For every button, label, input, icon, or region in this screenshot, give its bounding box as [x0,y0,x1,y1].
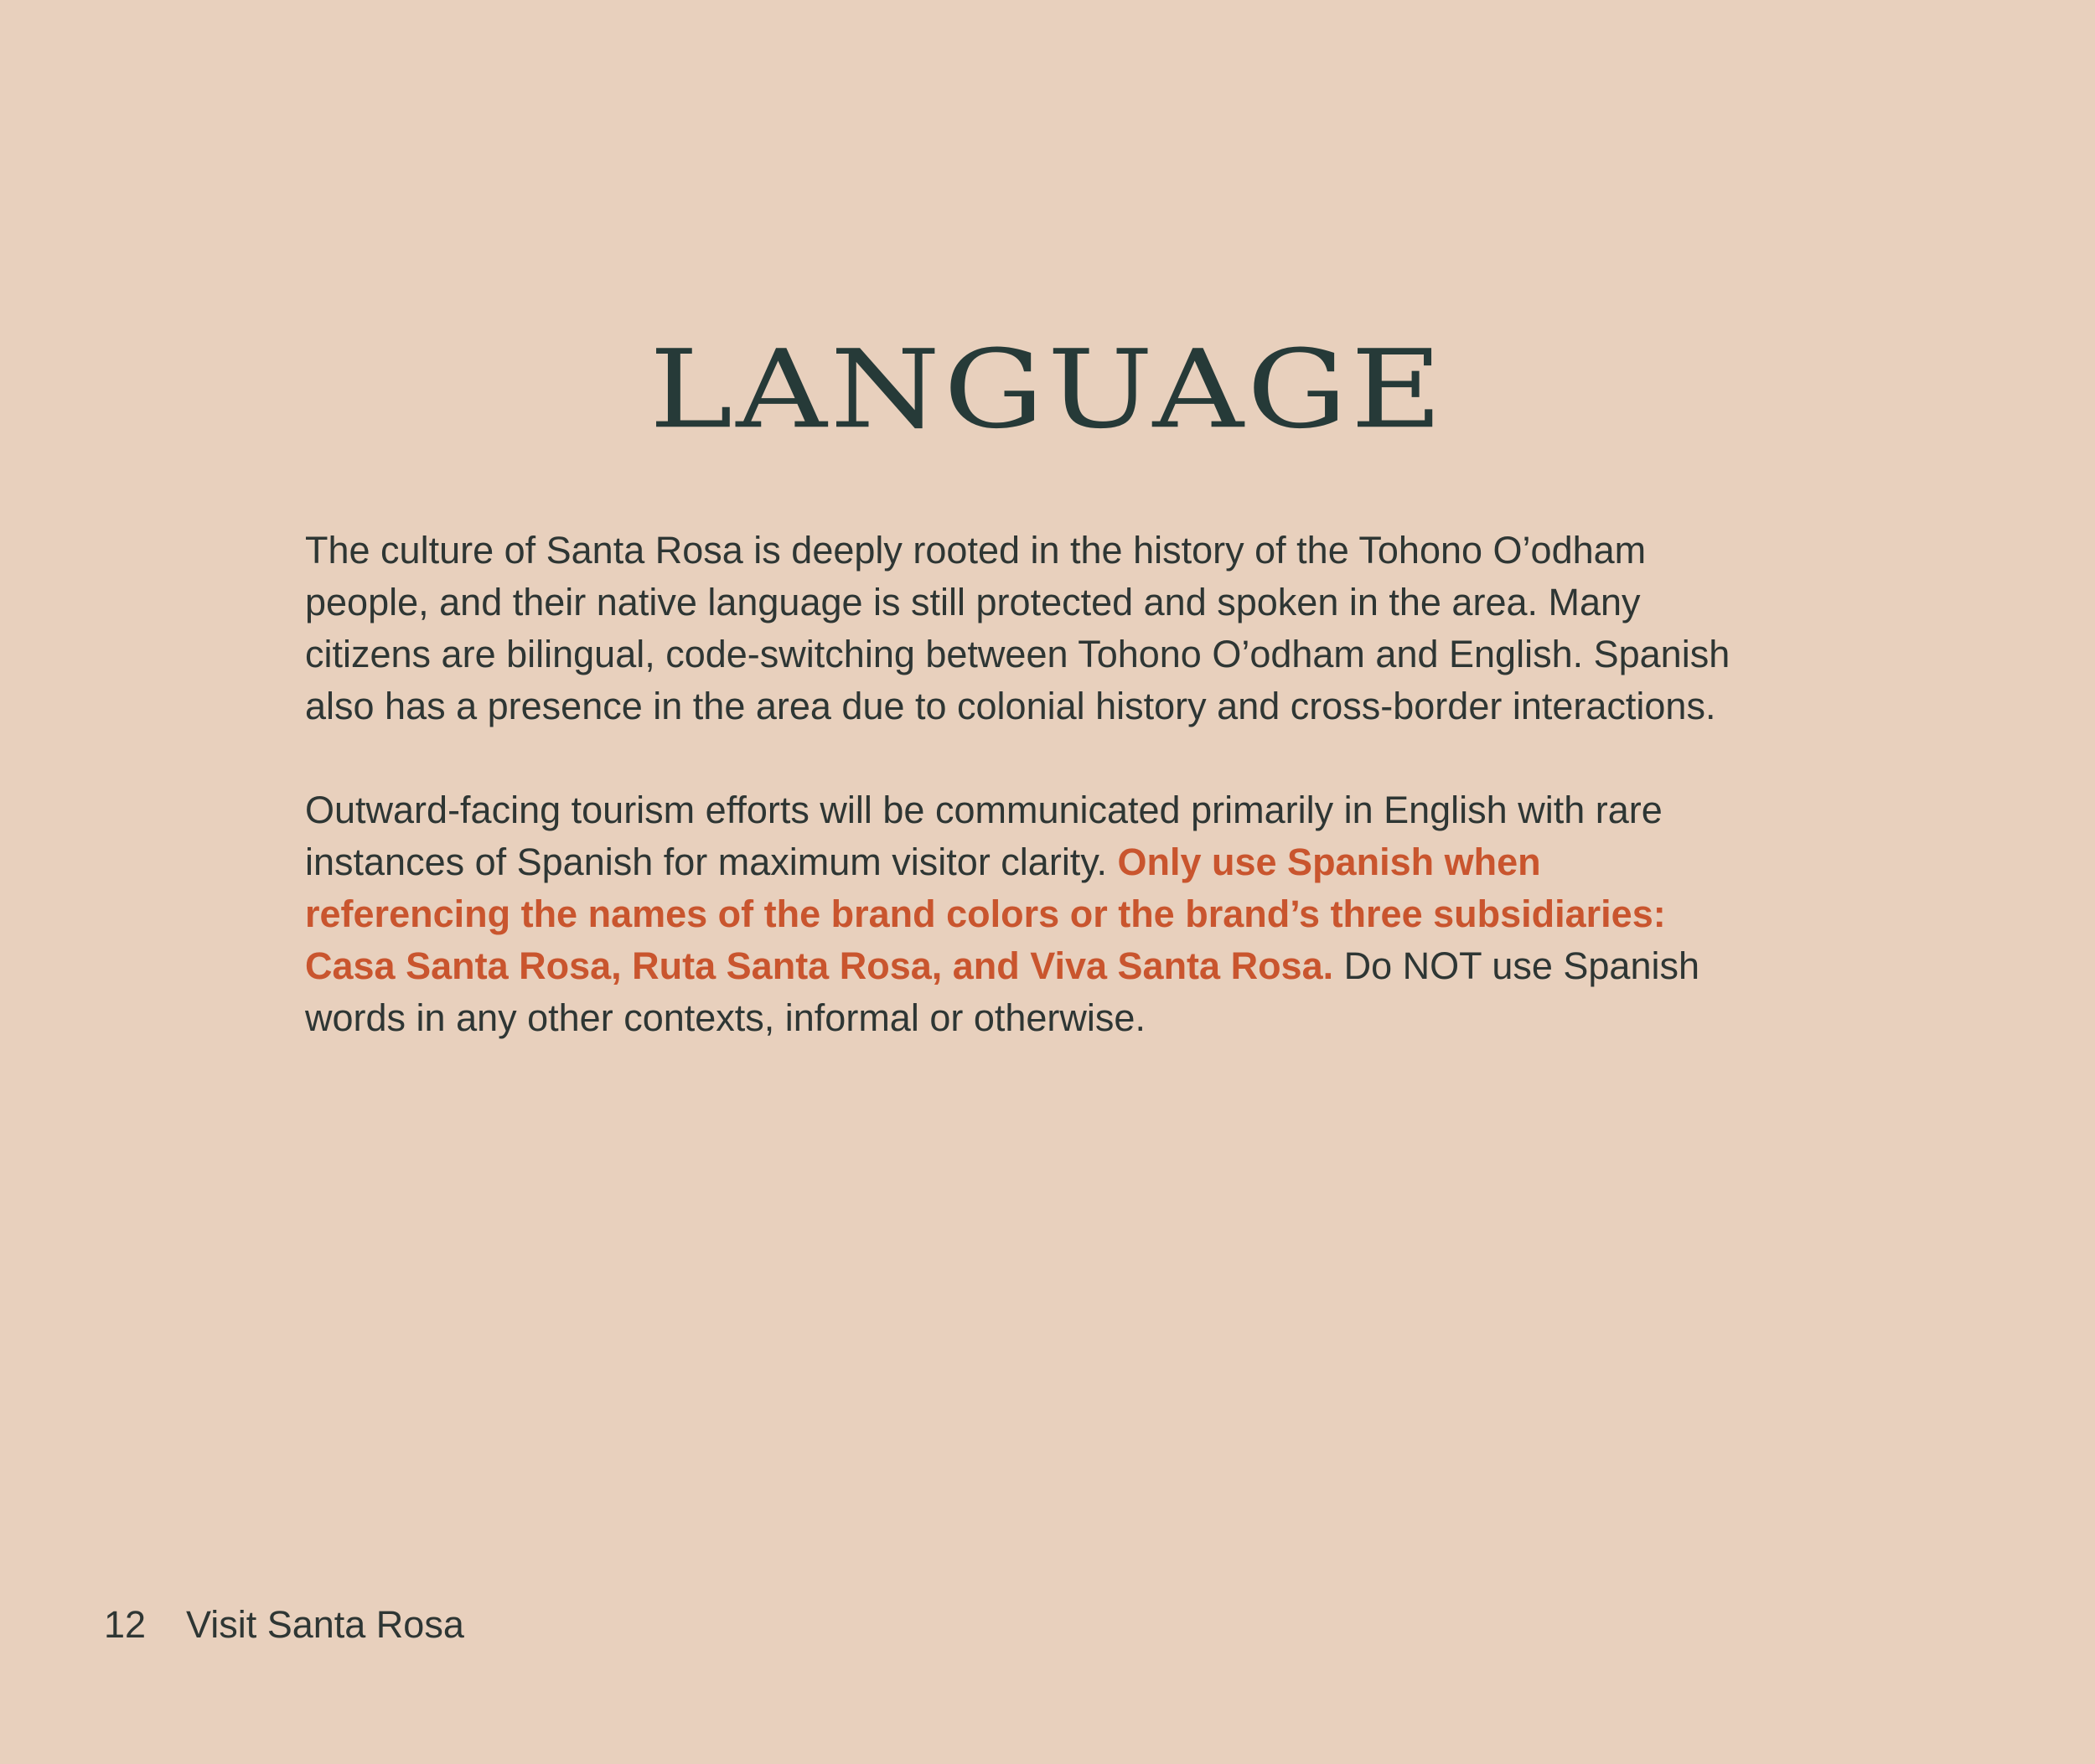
page-title: LANGUAGE [649,327,1446,453]
paragraph-language-usage [305,784,1746,1044]
footer-label: Visit Santa Rosa [186,1603,464,1646]
paragraph-intro: Outward-facing tourism efforts will be communicated primarily in English with rare instances of Spanish for maximum visitor clarity. [305,789,1663,883]
paragraph-outro: Do NOT use Spanish words in any other contexts, informal or otherwise. [305,944,1699,1039]
paragraph-culture: The culture of Santa Rosa is deeply rooted in the history of the Tohono O’odham people, and their native language is still protected and spoken in the area. Many citizens are bilingual, code-switching between Tohono O’odham and English. Spanish also has a presence in the area due to colonial history and cross-border interactions. [305,529,1730,727]
page-footer [104,1602,464,1648]
spanish-usage-highlight: Only use Spanish when referencing the names of the brand colors or the brand’s three subsidiaries: Casa Santa Rosa, Ruta Santa Rosa, and Viva Santa Rosa. [305,841,1666,987]
page-number: 12 [104,1603,147,1646]
body-text [305,525,1746,1044]
